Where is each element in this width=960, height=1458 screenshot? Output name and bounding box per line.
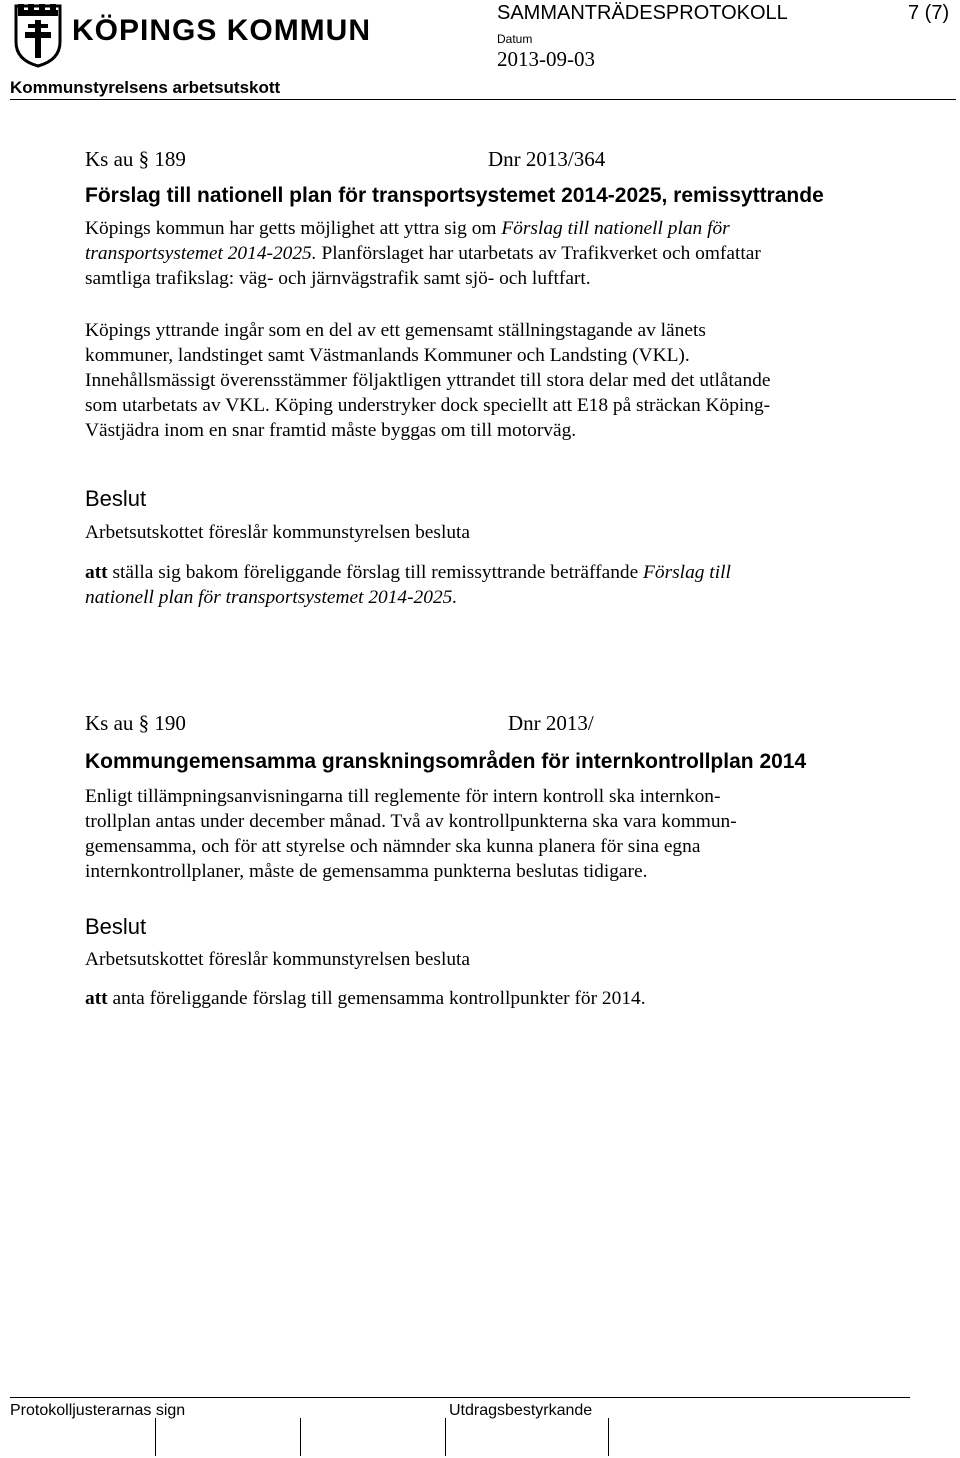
signature-box-line [155, 1418, 156, 1456]
item-190-decision: att anta föreliggande förslag till gemensamma kontrollpunkter för 2014. [85, 988, 646, 1009]
signature-label: Protokolljusterarnas sign [10, 1402, 186, 1419]
footer-divider [10, 1397, 910, 1398]
signature-box-line [445, 1418, 446, 1456]
item-189-decision: att ställa sig bakom föreliggande förslag till remissyttrande beträffande Förslag till nationell plan för transportsystemet 2014-2025. [85, 562, 731, 608]
item-190-beslut-heading: Beslut [85, 914, 147, 939]
item-ref-189: Ks au § 189 [85, 147, 186, 171]
item-title-189: Förslag till nationell plan för transportsystemet 2014-2025, remissyttrande [85, 184, 824, 207]
item-189-beslut-heading: Beslut [85, 486, 147, 511]
date-label: Datum [497, 32, 533, 46]
item-189-paragraph-2: Köpings yttrande ingår som en del av ett gemensamt ställningstagande av länets kommuner, landstinget samt Västmanlands Kommuner och Landsting (VKL). Innehållsmässigt överensstämmer följaktligen yttrandet till stora delar med det utlåtande som utarbetats av VKL. Köping understryker dock speciellt att E18 på sträckan Köping- Västjädra inom en snar framtid måste byggas om till motorväg. [85, 320, 771, 441]
item-ref-190: Ks au § 190 [85, 711, 186, 735]
page-number: 7 (7) [908, 2, 950, 24]
committee-name: Kommunstyrelsens arbetsutskott [10, 78, 281, 97]
signature-box-line [300, 1418, 301, 1456]
date-value: 2013-09-03 [497, 47, 595, 71]
municipality-logo [10, 2, 371, 68]
document-type: SAMMANTRÄDESPROTOKOLL [497, 2, 788, 24]
item-dnr-189: Dnr 2013/364 [488, 147, 606, 171]
item-dnr-190: Dnr 2013/ [508, 711, 594, 735]
item-190-paragraph-1: Enligt tillämpningsanvisningarna till reglemente för intern kontroll ska internkon- trollplan antas under december månad. Två av kontrollpunkterna ska vara kommun- gemensamma, och för att styrelse och nämnder ska kunna planera för sina egna internkontrollplaner, måste de gemensamma punkterna beslutas tidigare. [85, 786, 737, 882]
header-divider [10, 99, 956, 100]
item-title-190: Kommungemensamma granskningsområden för internkontrollplan 2014 [85, 750, 807, 773]
item-190-proposal: Arbetsutskottet föreslår kommunstyrelsen besluta [85, 949, 471, 970]
item-189-proposal: Arbetsutskottet föreslår kommunstyrelsen besluta [85, 522, 471, 543]
logo-text: KÖPINGS KOMMUN [72, 14, 371, 47]
signature-box-line [608, 1418, 609, 1456]
item-189-paragraph-1: Köpings kommun har getts möjlighet att yttra sig om Förslag till nationell plan för transportsystemet 2014-2025. Planförslaget har utarbetats av Trafikverket och omfattar samtliga trafikslag: väg- och järnvägstrafik samt sjö- och luftfart. [85, 218, 761, 289]
certification-label: Utdragsbestyrkande [449, 1402, 593, 1419]
